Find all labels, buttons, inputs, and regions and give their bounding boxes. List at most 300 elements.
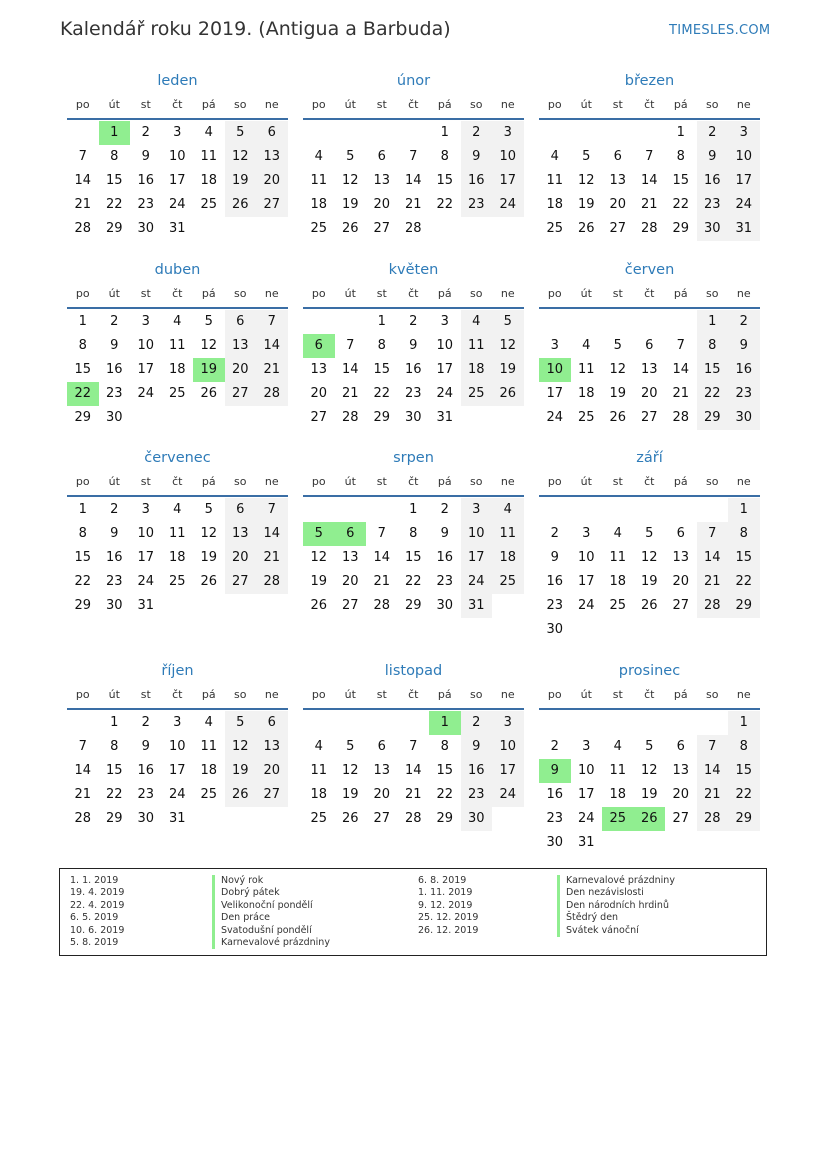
day-cell: 1 — [676, 125, 685, 140]
day-cell: 20 — [672, 787, 690, 802]
day-cell: 22 — [697, 382, 729, 406]
empty-cell — [67, 711, 99, 735]
empty-cell — [335, 711, 367, 735]
day-cell: 5 — [225, 121, 257, 145]
month-name: září — [636, 450, 663, 466]
day-cell: 6 — [256, 121, 288, 145]
day-cell: 20 — [256, 759, 288, 783]
day-cell: 22 — [404, 574, 422, 589]
day-cell: 25 — [310, 811, 328, 826]
day-cell: 13 — [609, 173, 627, 188]
weekday-label: čt — [408, 287, 419, 300]
holiday-day: 6 — [335, 522, 367, 546]
day-cell: 28 — [74, 221, 92, 236]
weekday-label: čt — [172, 98, 183, 111]
day-cell: 6 — [676, 526, 685, 541]
day-cell: 19 — [640, 787, 658, 802]
empty-cell — [366, 711, 398, 735]
day-cell: 30 — [105, 598, 123, 613]
day-cell: 10 — [436, 338, 454, 353]
day-cell: 23 — [105, 386, 123, 401]
day-cell: 27 — [373, 221, 391, 236]
weekday-label: so — [706, 98, 719, 111]
day-cell: 24 — [577, 598, 595, 613]
day-cell: 10 — [168, 739, 186, 754]
day-cell: 19 — [225, 759, 257, 783]
weekday-label: ne — [736, 98, 751, 111]
weekday-header — [303, 98, 524, 120]
day-cell: 17 — [137, 362, 155, 377]
legend-holiday-name: Den nezávislosti — [557, 887, 675, 899]
month-name: srpen — [393, 450, 434, 466]
day-cell: 7 — [78, 149, 87, 164]
weekday-label: čt — [408, 98, 419, 111]
day-cell: 6 — [613, 149, 622, 164]
day-cell: 26 — [310, 598, 328, 613]
day-cell: 9 — [409, 338, 418, 353]
weekday-label: po — [311, 688, 326, 701]
day-cell: 17 — [577, 574, 595, 589]
day-grid — [67, 711, 288, 831]
day-cell: 31 — [461, 594, 493, 618]
day-cell: 2 — [550, 739, 559, 754]
day-cell: 23 — [697, 193, 729, 217]
day-cell: 16 — [436, 550, 454, 565]
day-cell: 16 — [546, 787, 564, 802]
empty-cell — [398, 711, 430, 735]
day-cell: 13 — [373, 173, 391, 188]
weekday-label: po — [547, 475, 562, 488]
day-cell: 3 — [173, 125, 182, 140]
day-cell: 10 — [492, 145, 524, 169]
day-cell: 14 — [373, 550, 391, 565]
day-cell: 17 — [461, 546, 493, 570]
weekday-label: út — [344, 475, 356, 488]
day-cell: 26 — [492, 382, 524, 406]
day-cell: 24 — [492, 783, 524, 807]
weekday-label: čt — [644, 688, 655, 701]
weekday-label: po — [547, 688, 562, 701]
day-cell: 14 — [256, 522, 288, 546]
day-cell: 16 — [137, 173, 155, 188]
weekday-header — [67, 475, 288, 497]
day-cell: 12 — [200, 526, 218, 541]
day-cell: 1 — [110, 715, 119, 730]
day-grid — [539, 711, 760, 855]
day-cell: 16 — [105, 362, 123, 377]
day-cell: 9 — [440, 526, 449, 541]
day-cell: 12 — [225, 145, 257, 169]
day-cell: 27 — [225, 382, 257, 406]
day-cell: 4 — [550, 149, 559, 164]
month-8 — [303, 449, 524, 618]
day-cell: 13 — [225, 522, 257, 546]
legend-date: 5. 8. 2019 — [70, 936, 119, 948]
day-cell: 19 — [200, 550, 218, 565]
weekday-label: st — [140, 688, 151, 701]
holiday-day: 19 — [193, 358, 225, 382]
day-grid — [303, 121, 524, 241]
day-cell: 7 — [697, 735, 729, 759]
day-cell: 25 — [546, 221, 564, 236]
weekday-label: út — [580, 287, 592, 300]
legend-holiday-name: Svátek vánoční — [557, 925, 675, 937]
day-cell: 14 — [341, 362, 359, 377]
day-cell: 19 — [609, 386, 627, 401]
day-cell: 8 — [377, 338, 386, 353]
weekday-header — [303, 688, 524, 710]
day-cell: 26 — [640, 598, 658, 613]
day-cell: 24 — [436, 386, 454, 401]
day-cell: 12 — [200, 338, 218, 353]
legend-holiday-name: Den národních hrdinů — [557, 900, 675, 912]
empty-cell — [634, 121, 666, 145]
legend-date: 19. 4. 2019 — [70, 887, 125, 899]
day-cell: 14 — [74, 763, 92, 778]
day-cell: 20 — [672, 574, 690, 589]
weekday-label: so — [706, 688, 719, 701]
day-cell: 3 — [173, 715, 182, 730]
month-7 — [67, 449, 288, 618]
weekday-label: st — [376, 688, 387, 701]
day-cell: 4 — [461, 310, 493, 334]
weekday-label: st — [612, 475, 623, 488]
day-cell: 12 — [225, 735, 257, 759]
day-cell: 29 — [105, 221, 123, 236]
holiday-day: 1 — [99, 121, 131, 145]
day-cell: 22 — [105, 787, 123, 802]
day-cell: 12 — [341, 173, 359, 188]
weekday-label: čt — [172, 688, 183, 701]
day-cell: 3 — [440, 314, 449, 329]
month-3 — [539, 72, 760, 241]
weekday-header — [67, 287, 288, 309]
day-cell: 25 — [492, 570, 524, 594]
legend-date: 1. 11. 2019 — [418, 887, 473, 899]
day-cell: 14 — [74, 173, 92, 188]
weekday-label: ne — [264, 688, 279, 701]
month-6 — [539, 261, 760, 430]
legend-holiday-name: Dobrý pátek — [212, 887, 330, 899]
day-cell: 8 — [409, 526, 418, 541]
day-cell: 3 — [582, 526, 591, 541]
legend-holiday-name: Velikonoční pondělí — [212, 900, 330, 912]
month-2 — [303, 72, 524, 241]
day-cell: 13 — [672, 763, 690, 778]
month-name: říjen — [161, 663, 194, 679]
day-cell: 9 — [110, 526, 119, 541]
holiday-day: 26 — [634, 807, 666, 831]
day-cell: 13 — [256, 145, 288, 169]
day-cell: 11 — [168, 338, 186, 353]
day-cell: 9 — [461, 145, 493, 169]
day-cell: 18 — [310, 787, 328, 802]
empty-cell — [634, 310, 666, 334]
day-cell: 21 — [373, 574, 391, 589]
day-cell: 15 — [728, 546, 760, 570]
day-cell: 10 — [728, 145, 760, 169]
legend-holiday-name: Karnevalové prázdniny — [557, 875, 675, 887]
day-cell: 8 — [728, 735, 760, 759]
day-cell: 29 — [74, 598, 92, 613]
empty-cell — [665, 310, 697, 334]
page-title: Kalendář roku 2019. (Antigua a Barbuda) — [60, 18, 451, 40]
day-cell: 14 — [672, 362, 690, 377]
day-cell: 23 — [137, 197, 155, 212]
day-cell: 29 — [74, 410, 92, 425]
day-cell: 21 — [256, 546, 288, 570]
day-cell: 10 — [137, 526, 155, 541]
holiday-day: 1 — [429, 711, 461, 735]
empty-cell — [697, 711, 729, 735]
month-5 — [303, 261, 524, 430]
day-cell: 20 — [341, 574, 359, 589]
day-cell: 24 — [137, 386, 155, 401]
weekday-label: st — [612, 98, 623, 111]
month-name: červen — [624, 262, 675, 278]
weekday-label: pá — [437, 287, 452, 300]
day-cell: 7 — [78, 739, 87, 754]
day-cell: 23 — [105, 574, 123, 589]
day-cell: 25 — [200, 197, 218, 212]
weekday-header — [539, 475, 760, 497]
day-cell: 7 — [346, 338, 355, 353]
legend-date: 9. 12. 2019 — [418, 899, 473, 911]
day-cell: 1 — [728, 711, 760, 735]
day-cell: 17 — [436, 362, 454, 377]
day-cell: 23 — [137, 787, 155, 802]
day-cell: 29 — [436, 811, 454, 826]
day-cell: 23 — [461, 193, 493, 217]
day-cell: 23 — [436, 574, 454, 589]
day-grid — [303, 711, 524, 831]
empty-cell — [571, 121, 603, 145]
day-cell: 2 — [728, 310, 760, 334]
month-10 — [67, 662, 288, 831]
day-cell: 12 — [640, 550, 658, 565]
day-cell: 10 — [461, 522, 493, 546]
day-cell: 29 — [105, 811, 123, 826]
day-cell: 13 — [310, 362, 328, 377]
weekday-label: ne — [736, 287, 751, 300]
day-cell: 26 — [341, 811, 359, 826]
day-cell: 26 — [225, 783, 257, 807]
day-cell: 5 — [204, 502, 213, 517]
day-cell: 18 — [200, 763, 218, 778]
day-cell: 29 — [373, 410, 391, 425]
day-cell: 28 — [404, 811, 422, 826]
weekday-label: so — [234, 287, 247, 300]
day-grid — [539, 498, 760, 642]
empty-cell — [67, 121, 99, 145]
weekday-label: po — [547, 287, 562, 300]
day-cell: 14 — [404, 173, 422, 188]
weekday-label: pá — [673, 688, 688, 701]
day-cell: 23 — [404, 386, 422, 401]
day-cell: 13 — [225, 334, 257, 358]
day-cell: 5 — [204, 314, 213, 329]
day-cell: 30 — [137, 221, 155, 236]
day-cell: 19 — [341, 197, 359, 212]
legend-names-left — [212, 875, 330, 949]
empty-cell — [665, 498, 697, 522]
day-cell: 6 — [377, 149, 386, 164]
weekday-label: so — [706, 475, 719, 488]
empty-cell — [303, 310, 335, 334]
day-cell: 18 — [310, 197, 328, 212]
day-cell: 15 — [373, 362, 391, 377]
day-cell: 20 — [373, 197, 391, 212]
weekday-header — [303, 287, 524, 309]
weekday-label: ne — [736, 475, 751, 488]
day-cell: 31 — [577, 835, 595, 850]
legend-date: 10. 6. 2019 — [70, 924, 125, 936]
day-cell: 6 — [645, 338, 654, 353]
month-9 — [539, 449, 760, 642]
day-cell: 21 — [74, 197, 92, 212]
weekday-label: pá — [673, 475, 688, 488]
day-cell: 20 — [373, 787, 391, 802]
weekday-label: pá — [201, 287, 216, 300]
day-cell: 21 — [341, 386, 359, 401]
day-cell: 27 — [341, 598, 359, 613]
day-cell: 11 — [609, 763, 627, 778]
day-cell: 4 — [173, 502, 182, 517]
day-cell: 2 — [461, 711, 493, 735]
day-cell: 1 — [78, 314, 87, 329]
day-cell: 2 — [409, 314, 418, 329]
day-cell: 15 — [672, 173, 690, 188]
day-cell: 28 — [672, 410, 690, 425]
day-cell: 6 — [225, 498, 257, 522]
day-cell: 27 — [640, 410, 658, 425]
weekday-header — [539, 287, 760, 309]
day-cell: 9 — [550, 550, 559, 565]
day-cell: 22 — [105, 197, 123, 212]
day-cell: 17 — [492, 759, 524, 783]
day-cell: 8 — [78, 526, 87, 541]
day-cell: 29 — [404, 598, 422, 613]
day-cell: 30 — [461, 807, 493, 831]
day-cell: 28 — [341, 410, 359, 425]
day-cell: 16 — [137, 763, 155, 778]
day-cell: 8 — [110, 149, 119, 164]
day-cell: 1 — [409, 502, 418, 517]
day-cell: 8 — [440, 149, 449, 164]
day-cell: 4 — [582, 338, 591, 353]
empty-cell — [335, 498, 367, 522]
month-name: červenec — [144, 450, 211, 466]
day-cell: 17 — [492, 169, 524, 193]
legend-date: 6. 5. 2019 — [70, 912, 119, 924]
day-cell: 16 — [404, 362, 422, 377]
day-cell: 19 — [310, 574, 328, 589]
day-cell: 31 — [168, 221, 186, 236]
day-cell: 15 — [728, 759, 760, 783]
day-cell: 26 — [225, 193, 257, 217]
empty-cell — [697, 498, 729, 522]
day-grid — [539, 121, 760, 241]
day-cell: 15 — [697, 358, 729, 382]
month-name: prosinec — [618, 663, 681, 679]
weekday-label: so — [234, 688, 247, 701]
day-cell: 12 — [577, 173, 595, 188]
empty-cell — [571, 498, 603, 522]
weekday-label: po — [75, 688, 90, 701]
weekday-label: čt — [644, 475, 655, 488]
day-cell: 24 — [728, 193, 760, 217]
day-cell: 8 — [110, 739, 119, 754]
holiday-day: 5 — [303, 522, 335, 546]
day-cell: 25 — [461, 382, 493, 406]
day-cell: 24 — [577, 811, 595, 826]
day-cell: 3 — [728, 121, 760, 145]
day-cell: 4 — [314, 149, 323, 164]
day-cell: 3 — [141, 502, 150, 517]
day-grid — [303, 498, 524, 618]
day-cell: 9 — [697, 145, 729, 169]
day-cell: 25 — [310, 221, 328, 236]
day-cell: 29 — [728, 807, 760, 831]
day-cell: 27 — [672, 811, 690, 826]
day-cell: 7 — [377, 526, 386, 541]
weekday-label: so — [234, 475, 247, 488]
legend-date: 25. 12. 2019 — [418, 912, 479, 924]
empty-cell — [571, 310, 603, 334]
day-grid — [67, 498, 288, 618]
month-name: listopad — [384, 663, 443, 679]
day-cell: 27 — [256, 783, 288, 807]
weekday-label: st — [612, 287, 623, 300]
day-cell: 17 — [728, 169, 760, 193]
weekday-label: st — [376, 287, 387, 300]
day-cell: 18 — [609, 574, 627, 589]
day-cell: 17 — [168, 173, 186, 188]
weekday-label: út — [108, 475, 120, 488]
weekday-label: po — [311, 287, 326, 300]
day-cell: 15 — [404, 550, 422, 565]
day-cell: 22 — [728, 783, 760, 807]
day-cell: 11 — [492, 522, 524, 546]
day-cell: 17 — [546, 386, 564, 401]
site-link[interactable]: TIMESLES.COM — [669, 23, 771, 38]
empty-cell — [539, 310, 571, 334]
legend-date: 6. 8. 2019 — [418, 875, 467, 886]
weekday-label: ne — [500, 98, 515, 111]
day-cell: 16 — [461, 169, 493, 193]
weekday-label: st — [376, 98, 387, 111]
day-cell: 31 — [728, 217, 760, 241]
day-cell: 11 — [310, 763, 328, 778]
day-cell: 12 — [341, 763, 359, 778]
day-cell: 23 — [461, 783, 493, 807]
day-cell: 8 — [697, 334, 729, 358]
empty-cell — [634, 711, 666, 735]
weekday-label: pá — [673, 98, 688, 111]
holiday-day: 22 — [67, 382, 99, 406]
legend-holiday-name: Nový rok — [212, 875, 330, 887]
day-cell: 13 — [373, 763, 391, 778]
day-cell: 19 — [640, 574, 658, 589]
day-cell: 18 — [577, 386, 595, 401]
day-cell: 21 — [404, 197, 422, 212]
month-name: květen — [388, 262, 439, 278]
empty-cell — [634, 498, 666, 522]
empty-cell — [571, 711, 603, 735]
day-cell: 29 — [697, 406, 729, 430]
weekday-label: ne — [500, 475, 515, 488]
empty-cell — [539, 711, 571, 735]
